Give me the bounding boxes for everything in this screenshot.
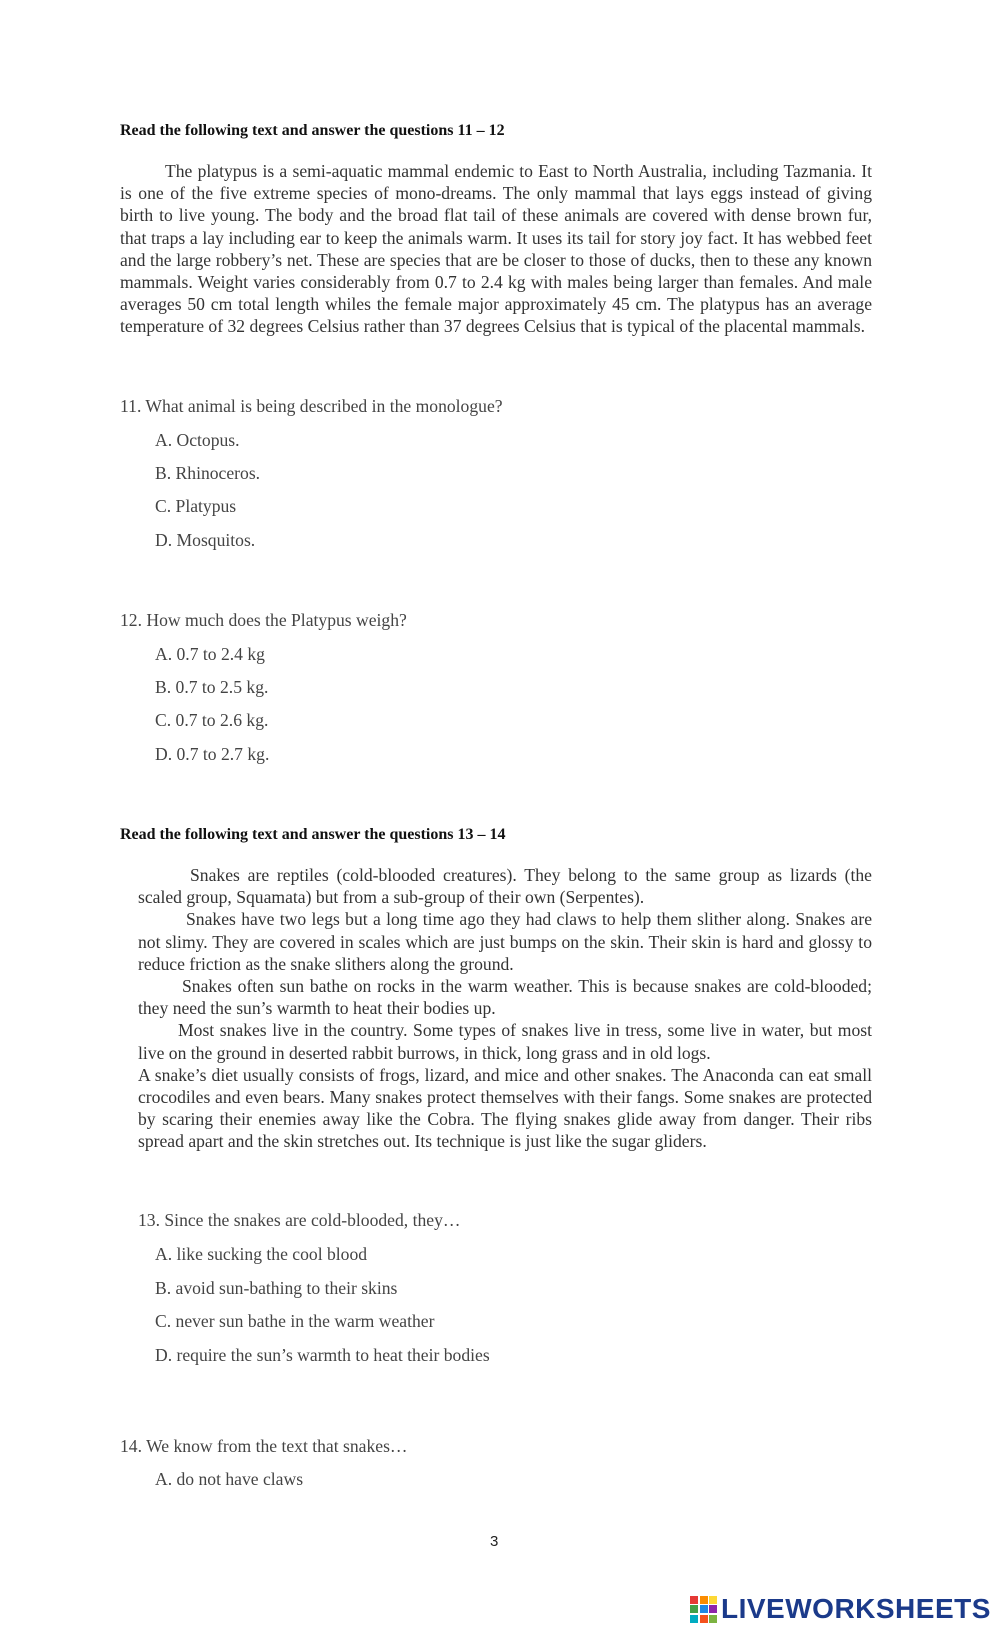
q11-option-c[interactable]: C. Platypus [155,496,237,516]
question-14: 14. We know from the text that snakes… [120,1436,408,1456]
section-heading-13-14: Read the following text and answer the questions 13 – 14 [120,826,506,843]
q11-option-a[interactable]: A. Octopus. [155,430,240,450]
snake-paragraph-1: Snakes are reptiles (cold-blooded creatures). They belong to the same group as lizards (the scaled group, Squamata) but from a sub-group of their own (Serpentes). [138,865,872,908]
liveworksheets-logo[interactable] [690,1593,991,1625]
logo-square [709,1615,717,1623]
logo-square [700,1615,708,1623]
q13-option-b[interactable]: B. avoid sun-bathing to their skins [155,1278,398,1298]
question-13: 13. Since the snakes are cold-blooded, they… [138,1210,461,1230]
q14-option-a[interactable]: A. do not have claws [155,1469,304,1489]
brand-name: LIVEWORKSHEETS [721,1593,991,1624]
q12-option-c[interactable]: C. 0.7 to 2.6 kg. [155,710,269,730]
logo-square [709,1596,717,1604]
q12-option-a[interactable]: A. 0.7 to 2.4 kg [155,644,265,664]
logo-square [700,1605,708,1613]
q11-option-b[interactable]: B. Rhinoceros. [155,463,261,483]
logo-square [690,1605,698,1613]
q13-option-a[interactable]: A. like sucking the cool blood [155,1244,368,1264]
page-number: 3 [490,1533,499,1550]
q12-option-d[interactable]: D. 0.7 to 2.7 kg. [155,744,270,764]
snake-paragraph-2: Snakes have two legs but a long time ago they had claws to help them slither along. Snakes are not slimy. They are covered in scales which are just bumps on the skin. Their skin is hard and glossy to reduce friction as the snake slithers along the ground. [138,909,872,974]
q13-option-d[interactable]: D. require the sun’s warmth to heat their bodies [155,1345,490,1365]
logo-square [690,1596,698,1604]
snake-paragraph-4: Most snakes live in the country. Some types of snakes live in tress, some live in water, but most live on the ground in deserted rabbit burrows, in thick, long grass and in old logs. [138,1020,872,1063]
section-heading-11-12: Read the following text and answer the questions 11 – 12 [120,122,505,139]
snake-paragraph-3: Snakes often sun bathe on rocks in the warm weather. This is because snakes are cold-blooded; they need the sun’s warmth to heat their bodies up. [138,976,872,1019]
question-11: 11. What animal is being described in the monologue? [120,396,503,416]
logo-square [709,1605,717,1613]
snake-paragraph-5: A snake’s diet usually consists of frogs, lizard, and mice and other snakes. The Anaconda can eat small crocodiles and even bears. Many snakes protect themselves with their fangs. Some snakes are protected by scaring their enemies away like the Cobra. The flying snakes glide away from danger. Their ribs spread apart and the skin stretches out. Its technique is just like the sugar gliders. [138,1064,872,1152]
platypus-passage: The platypus is a semi-aquatic mammal endemic to East to North Australia, including Tazmania. It is one of the five extreme species of mono-dreams. The only mammal that lays eggs instead of giving birth to live young. The body and the broad flat tail of these animals are covered with dense brown fur, that traps a lay including ear to keep the animals warm. It uses its tail for story joy fact. It has webbed feet and the large robbery’s net. These are species that are be closer to those of ducks, then to these any known mammals. Weight varies considerably from 0.7 to 2.4 kg with males being larger than females. And male averages 50 cm total length whiles the female major approximately 45 cm. The platypus has an average temperature of 32 degrees Celsius rather than 37 degrees Celsius that is typical of the placental mammals. [120,161,872,337]
q13-option-c[interactable]: C. never sun bathe in the warm weather [155,1311,435,1331]
q12-option-b[interactable]: B. 0.7 to 2.5 kg. [155,677,269,697]
logo-square [690,1615,698,1623]
q11-option-d[interactable]: D. Mosquitos. [155,530,256,550]
question-12: 12. How much does the Platypus weigh? [120,610,407,630]
logo-grid-icon [690,1596,717,1623]
logo-square [700,1596,708,1604]
snake-passage [138,864,872,1153]
